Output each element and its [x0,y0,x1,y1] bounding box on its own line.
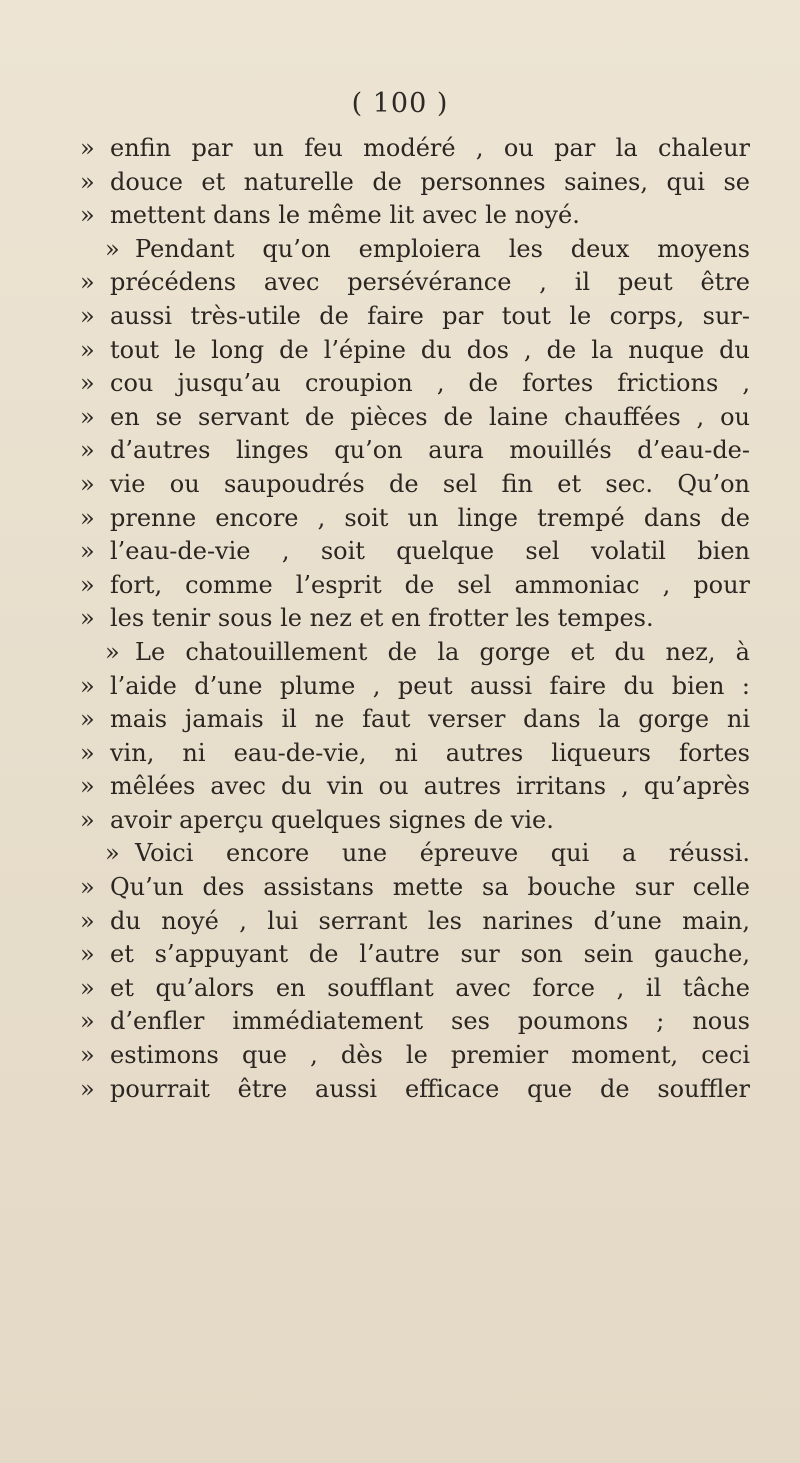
line-text: vie ou saupoudrés de sel fin et sec. Qu’on [110,469,750,498]
line-text: Le chatouillement de la gorge et du nez, à [135,637,750,666]
guillemet-mark: » [80,1074,95,1103]
text-line [80,132,780,166]
text-line [80,770,780,804]
guillemet-mark: » [80,134,95,162]
text-line [80,602,780,636]
text-line [80,670,780,704]
guillemet-mark: » [105,637,120,666]
guillemet-mark: » [80,570,95,599]
line-text: tout le long de l’épine du dos , de la nuque du [110,335,750,364]
line-text: cou jusqu’au croupion , de fortes frictions , [110,369,750,398]
guillemet-mark: » [80,469,95,498]
text-line [80,334,780,368]
guillemet-mark: » [105,234,120,263]
text-line [80,367,780,401]
guillemet-mark: » [80,906,95,935]
guillemet-mark: » [80,402,95,431]
line-text: estimons que , dès le premier moment, ceci [110,1041,750,1070]
guillemet-mark: » [80,671,95,700]
guillemet-mark: » [105,839,120,868]
guillemet-mark: » [80,873,95,902]
line-text: mais jamais il ne faut verser dans la gorge ni [110,705,750,734]
guillemet-mark: » [80,805,95,834]
text-line [80,535,780,569]
guillemet-mark: » [80,738,95,767]
text-line [80,938,780,972]
body-text [80,132,780,1106]
line-text: précédens avec persévérance , il peut être [110,268,750,297]
text-line [80,972,780,1006]
guillemet-mark: » [80,604,95,633]
guillemet-mark: » [80,772,95,801]
line-text: Qu’un des assistans mette sa bouche sur celle [110,873,750,902]
guillemet-mark: » [80,436,95,465]
line-text: l’eau-de-vie , soit quelque sel volatil bien [110,537,750,566]
line-text: et qu’alors en soufflant avec force , il tâche [110,973,750,1002]
line-text: prenne encore , soit un linge trempé dans de [110,503,750,532]
guillemet-mark: » [80,335,95,364]
line-text: mettent dans le même lit avec le noyé. [110,201,580,230]
text-line [80,1039,780,1073]
guillemet-mark: » [80,369,95,398]
line-text: et s’appuyant de l’autre sur son sein gauche, [110,940,750,969]
guillemet-mark: » [80,167,95,196]
text-line [80,837,780,871]
line-text: avoir aperçu quelques signes de vie. [110,805,554,834]
text-line [80,468,780,502]
text-line [80,703,780,737]
guillemet-mark: » [80,973,95,1002]
line-text: aussi très-utile de faire par tout le corps, sur- [110,301,750,330]
text-line [80,300,780,334]
text-line [80,871,780,905]
line-text: pourrait être aussi efficace que de souffler [110,1074,750,1103]
line-text: d’autres linges qu’on aura mouillés d’eau-de- [110,436,750,465]
guillemet-mark: » [80,1007,95,1036]
line-text: mêlées avec du vin ou autres irritans , qu’après [110,772,750,801]
text-line [80,266,780,300]
text-line [80,401,780,435]
text-line [80,1073,780,1107]
line-text: l’aide d’une plume , peut aussi faire du bien : [110,671,750,700]
line-text: du noyé , lui serrant les narines d’une main, [110,906,750,935]
line-text: Voici encore une épreuve qui a réussi. [135,839,750,868]
text-line [80,905,780,939]
line-text: d’enfler immédiatement ses poumons ; nous [110,1007,750,1036]
page-number: ( 100 ) [351,88,449,119]
guillemet-mark: » [80,201,95,230]
guillemet-mark: » [80,537,95,566]
line-text: Pendant qu’on emploiera les deux moyens [135,234,750,263]
guillemet-mark: » [80,268,95,297]
guillemet-mark: » [80,940,95,969]
guillemet-mark: » [80,301,95,330]
text-line [80,502,780,536]
line-text: les tenir sous le nez et en frotter les tempes. [110,604,654,633]
text-line [80,166,780,200]
line-text: en se servant de pièces de laine chauffées , ou [110,402,750,431]
text-line [80,737,780,771]
line-text: enfin par un feu modéré , ou par la chaleur [110,134,750,162]
line-text: vin, ni eau-de-vie, ni autres liqueurs fortes [110,738,750,767]
text-line [80,1005,780,1039]
guillemet-mark: » [80,705,95,734]
text-line [80,569,780,603]
text-line [80,434,780,468]
guillemet-mark: » [80,503,95,532]
text-line [80,804,780,838]
text-line [80,199,780,233]
text-line [80,233,780,267]
line-text: fort, comme l’esprit de sel ammoniac , pour [110,570,750,599]
line-text: douce et naturelle de personnes saines, qui se [110,167,750,196]
text-line [80,636,780,670]
guillemet-mark: » [80,1041,95,1070]
